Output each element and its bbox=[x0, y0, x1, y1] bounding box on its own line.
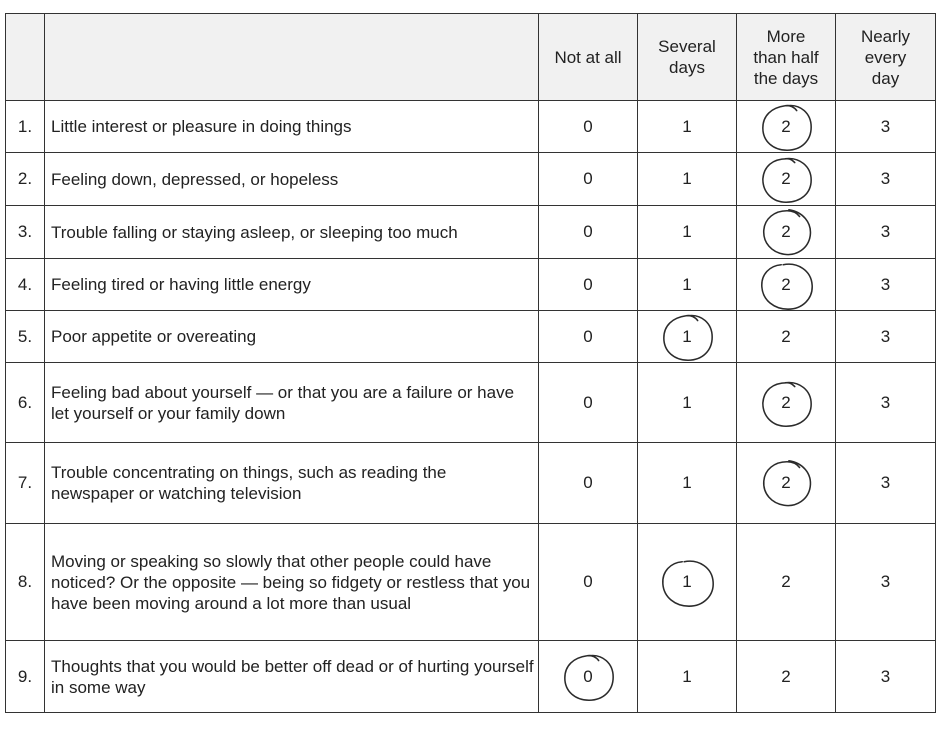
score-option-inner bbox=[856, 655, 916, 699]
score-option-selected[interactable] bbox=[737, 259, 836, 311]
score-value: 1 bbox=[682, 666, 692, 686]
score-option[interactable] bbox=[638, 206, 737, 259]
score-value: 3 bbox=[880, 116, 891, 136]
question-row bbox=[6, 153, 936, 206]
question-row bbox=[6, 443, 936, 524]
score-value: 0 bbox=[583, 392, 593, 412]
score-option[interactable] bbox=[539, 153, 638, 206]
score-option[interactable] bbox=[836, 524, 936, 641]
question-row bbox=[6, 101, 936, 153]
score-value: 2 bbox=[781, 274, 791, 294]
score-option-inner bbox=[657, 655, 717, 699]
header-row bbox=[6, 14, 936, 101]
score-option-selected[interactable] bbox=[737, 363, 836, 443]
column-header-label: More bbox=[766, 26, 806, 46]
question-text: Moving or speaking so slowly that other people could have noticed? Or the opposite — being so fidgety or restless that you have been moving around a lot more than usual bbox=[45, 524, 539, 641]
score-value: 3 bbox=[880, 274, 891, 294]
score-option[interactable] bbox=[836, 443, 936, 524]
score-option-inner bbox=[657, 105, 717, 149]
score-option[interactable] bbox=[836, 153, 936, 206]
score-value: 1 bbox=[682, 326, 692, 346]
score-option[interactable] bbox=[539, 524, 638, 641]
question-number: 2. bbox=[6, 153, 45, 206]
score-value: 2 bbox=[781, 326, 791, 346]
score-option[interactable] bbox=[539, 259, 638, 311]
score-option[interactable] bbox=[539, 363, 638, 443]
question-row bbox=[6, 311, 936, 363]
column-header-more-than-half bbox=[737, 14, 836, 101]
score-option[interactable] bbox=[638, 259, 737, 311]
score-value: 0 bbox=[583, 666, 593, 686]
score-option-inner bbox=[856, 263, 916, 307]
score-option-inner bbox=[558, 157, 618, 201]
score-value: 1 bbox=[682, 274, 692, 294]
score-value: 3 bbox=[880, 666, 891, 686]
question-row bbox=[6, 206, 936, 259]
score-option[interactable] bbox=[836, 311, 936, 363]
question-number: 9. bbox=[6, 641, 45, 713]
score-value: 0 bbox=[583, 326, 593, 346]
score-option[interactable] bbox=[539, 101, 638, 153]
score-option-selected[interactable] bbox=[638, 311, 737, 363]
score-option-inner bbox=[856, 560, 916, 604]
score-value: 0 bbox=[583, 473, 593, 492]
score-option-inner bbox=[558, 461, 618, 505]
score-option[interactable] bbox=[638, 363, 737, 443]
score-value: 1 bbox=[682, 473, 692, 492]
score-option-inner bbox=[856, 315, 916, 359]
score-value: 1 bbox=[682, 222, 692, 241]
score-option-inner bbox=[856, 157, 916, 201]
score-option-inner bbox=[756, 157, 816, 201]
column-header-label: the days bbox=[753, 68, 819, 88]
score-option-selected[interactable] bbox=[737, 101, 836, 153]
score-value: 3 bbox=[880, 392, 891, 412]
score-option-inner bbox=[856, 461, 916, 505]
score-value: 0 bbox=[583, 572, 593, 591]
column-header-label: Several bbox=[658, 37, 716, 56]
score-option-inner bbox=[756, 315, 816, 359]
score-value: 0 bbox=[583, 274, 593, 294]
header-blank-cell bbox=[6, 14, 45, 101]
score-option[interactable] bbox=[638, 641, 737, 713]
score-option[interactable] bbox=[836, 259, 936, 311]
score-option-inner bbox=[558, 315, 618, 359]
column-header-label: day bbox=[871, 68, 900, 88]
score-value: 3 bbox=[880, 326, 891, 346]
question-row bbox=[6, 641, 936, 713]
score-option-inner bbox=[558, 263, 618, 307]
score-value: 0 bbox=[583, 116, 593, 136]
score-option[interactable] bbox=[638, 443, 737, 524]
phq9-form bbox=[5, 13, 936, 713]
score-value: 3 bbox=[880, 473, 891, 492]
column-header-label: Not at all bbox=[554, 47, 622, 67]
score-option[interactable] bbox=[836, 206, 936, 259]
question-number: 3. bbox=[6, 206, 45, 259]
score-option[interactable] bbox=[539, 443, 638, 524]
score-option-selected[interactable] bbox=[638, 524, 737, 641]
score-option-inner bbox=[756, 210, 816, 254]
score-option-inner bbox=[558, 655, 618, 699]
score-option[interactable] bbox=[836, 101, 936, 153]
score-value: 2 bbox=[781, 116, 791, 136]
question-number: 1. bbox=[6, 101, 45, 153]
score-option-selected[interactable] bbox=[539, 641, 638, 713]
score-option-selected[interactable] bbox=[737, 206, 836, 259]
question-row bbox=[6, 363, 936, 443]
score-option-inner bbox=[657, 560, 717, 604]
score-value: 2 bbox=[781, 473, 791, 492]
score-option[interactable] bbox=[836, 363, 936, 443]
score-option[interactable] bbox=[638, 101, 737, 153]
score-value: 1 bbox=[682, 392, 692, 412]
question-number: 5. bbox=[6, 311, 45, 363]
question-text: Feeling bad about yourself — or that you are a failure or have let yourself or your family down bbox=[45, 363, 539, 443]
score-option-inner bbox=[856, 210, 916, 254]
question-number: 7. bbox=[6, 443, 45, 524]
score-option-inner bbox=[558, 381, 618, 425]
score-value: 0 bbox=[583, 222, 593, 241]
question-number: 6. bbox=[6, 363, 45, 443]
question-text: Little interest or pleasure in doing things bbox=[45, 101, 539, 153]
score-option-inner bbox=[558, 560, 618, 604]
score-option[interactable] bbox=[539, 311, 638, 363]
score-value: 1 bbox=[682, 572, 692, 591]
score-value: 1 bbox=[682, 116, 692, 136]
question-text: Feeling down, depressed, or hopeless bbox=[45, 153, 539, 206]
score-value: 2 bbox=[781, 169, 791, 188]
question-row bbox=[6, 524, 936, 641]
column-header-label: days bbox=[669, 58, 705, 77]
score-value: 3 bbox=[880, 169, 891, 188]
score-value: 3 bbox=[880, 222, 891, 241]
question-text: Poor appetite or overeating bbox=[45, 311, 539, 363]
question-text: Trouble concentrating on things, such as reading the newspaper or watching television bbox=[45, 443, 539, 524]
score-value: 2 bbox=[781, 666, 791, 686]
score-value: 3 bbox=[880, 572, 891, 591]
column-header-label: every bbox=[864, 47, 907, 67]
score-option-inner bbox=[558, 105, 618, 149]
header-item-cell bbox=[45, 14, 539, 101]
question-text: Trouble falling or staying asleep, or sleeping too much bbox=[45, 206, 539, 259]
question-row bbox=[6, 259, 936, 311]
score-option[interactable] bbox=[737, 311, 836, 363]
column-header-nearly-every-day bbox=[836, 14, 936, 101]
score-value: 2 bbox=[781, 222, 791, 241]
score-option[interactable] bbox=[638, 153, 737, 206]
question-number: 4. bbox=[6, 259, 45, 311]
score-option-selected[interactable] bbox=[737, 153, 836, 206]
column-header-not-at-all bbox=[539, 14, 638, 101]
score-option-inner bbox=[657, 263, 717, 307]
score-option[interactable] bbox=[737, 641, 836, 713]
score-value: 1 bbox=[682, 169, 692, 188]
score-option-inner bbox=[856, 105, 916, 149]
score-option-selected[interactable] bbox=[737, 443, 836, 524]
score-option-inner bbox=[756, 560, 816, 604]
column-header-label: Nearly bbox=[860, 26, 911, 46]
phq9-table bbox=[5, 13, 936, 713]
score-option-inner bbox=[657, 381, 717, 425]
score-option-inner bbox=[756, 105, 816, 149]
score-option-inner bbox=[756, 461, 816, 505]
score-value: 0 bbox=[583, 169, 593, 188]
score-option-inner bbox=[756, 655, 816, 699]
score-option-inner bbox=[657, 315, 717, 359]
score-option[interactable] bbox=[737, 524, 836, 641]
column-header-label: than half bbox=[753, 47, 819, 67]
score-option-inner bbox=[657, 461, 717, 505]
score-option-inner bbox=[657, 157, 717, 201]
score-option[interactable] bbox=[836, 641, 936, 713]
score-option-inner bbox=[657, 210, 717, 254]
question-text: Thoughts that you would be better off dead or of hurting yourself in some way bbox=[45, 641, 539, 713]
score-option-inner bbox=[856, 381, 916, 425]
question-text: Feeling tired or having little energy bbox=[45, 259, 539, 311]
score-option-inner bbox=[558, 210, 618, 254]
score-option-inner bbox=[756, 381, 816, 425]
score-option[interactable] bbox=[539, 206, 638, 259]
question-number: 8. bbox=[6, 524, 45, 641]
score-value: 2 bbox=[781, 392, 791, 412]
score-option-inner bbox=[756, 263, 816, 307]
score-value: 2 bbox=[781, 572, 791, 591]
column-header-several-days bbox=[638, 14, 737, 101]
